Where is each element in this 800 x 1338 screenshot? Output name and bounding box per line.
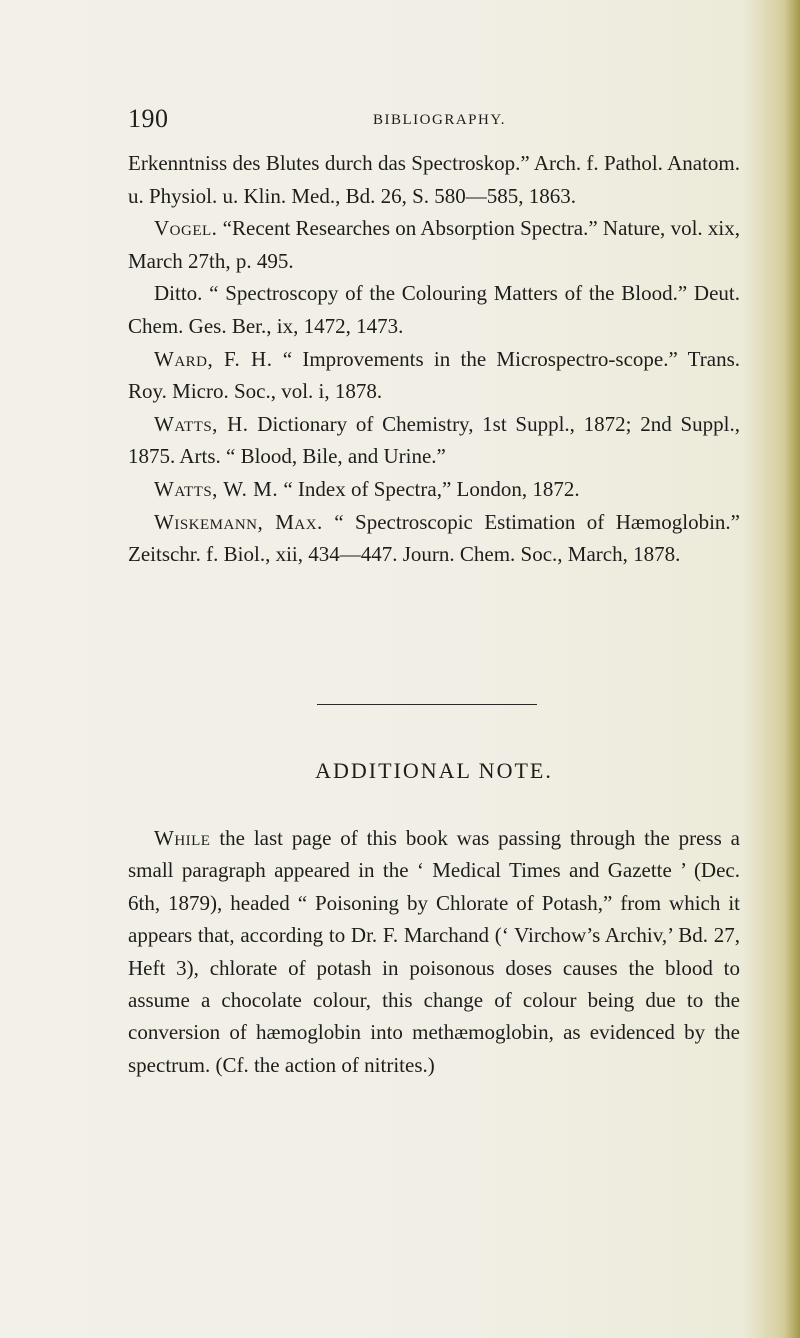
entry-author: Ward, F. H. [154,346,273,371]
bibliography-entry [128,343,740,408]
page-number: 190 [128,104,169,133]
entry-text: “Recent Researches on Absorption Spectra.” Nature, vol. xix, March 27th, p. 495. [128,216,740,273]
bibliography-entry [128,212,740,277]
bibliography-entry [128,473,740,506]
bibliography-entry [128,277,740,342]
entry-author: Vogel. [154,216,218,241]
entry-text: “ Spectroscopic Estimation of Hæmoglobin.” Zeitschr. f. Biol., xii, 434—447. Journ. Chem. Soc., March, 1878. [128,509,740,567]
entry-author: Watts, H. [154,411,249,436]
bibliography-entry [128,408,740,473]
note-lead-word: While [154,826,211,850]
entry-text: Erkenntniss des Blutes durch das Spectroskop.” Arch. f. Pathol. Anatom. u. Physiol. u. Klin. Med., Bd. 26, S. 580—585, 1863. [128,151,740,208]
running-head: BIBLIOGRAPHY. [373,112,506,128]
section-title: ADDITIONAL NOTE. [315,758,553,783]
section-divider [317,704,537,705]
page-edge [784,0,800,1338]
entry-text: “ Index of Spectra,” London, 1872. [278,476,580,501]
page-header [128,104,728,140]
entry-author: Wiskemann, Max. [154,509,323,534]
entry-author: Watts, W. M. [154,476,279,501]
entry-text: Ditto. “ Spectroscopy of the Colouring Matters of the Blood.” Deut. Chem. Ges. Ber., ix, 1472, 1473. [128,281,740,338]
entry-text: “ Improvements in the Microspectro-scope.” Trans. Roy. Micro. Soc., vol. i, 1878. [128,346,740,404]
bibliography-entry [128,147,740,212]
entry-text: Dictionary of Chemistry, 1st Suppl., 1872; 2nd Suppl., 1875. Arts. “ Blood, Bile, and Urine.” [128,411,740,469]
note-body: the last page of this book was passing through the press a small paragraph appeared in the ‘ Medical Times and Gazette ’ (Dec. 6th, 1879), headed “ Poisoning by Chlorate of Potash,” from which it appears that, according to Dr. F. Marchand (‘ Virchow’s Archiv,’ Bd. 27, Heft 3), chlorate of potash in poisonous doses causes the blood to assume a chocolate colour, this change of colour being due to the conversion of hæmoglobin into methæmoglobin, as evidenced by the spectrum. (Cf. the action of nitrites.) [128,826,740,1077]
bibliography-list [128,147,740,571]
additional-note-paragraph [128,822,740,1081]
bibliography-entry [128,506,740,571]
